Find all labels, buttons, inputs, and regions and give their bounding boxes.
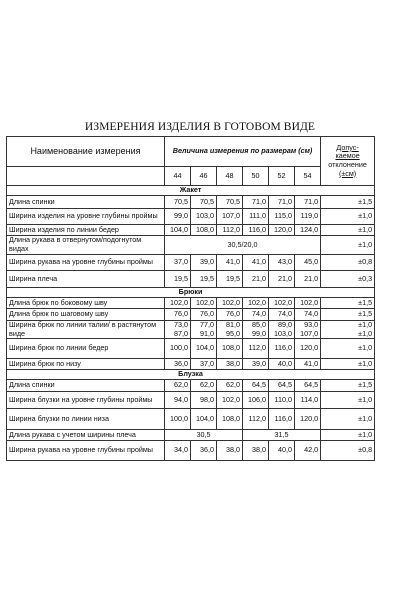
size-value: 45,0: [295, 255, 321, 271]
size-value: 103,0: [191, 209, 217, 225]
table-row: [7, 339, 375, 359]
size-value: 104,0: [191, 339, 217, 359]
table-row: [7, 255, 375, 271]
measurement-name: Ширина брюк по низу: [7, 359, 165, 370]
measurement-name: Ширина рукава на уровне глубины проймы: [7, 441, 165, 461]
size-value: 41,0: [243, 255, 269, 271]
size-value: 102,0: [269, 298, 295, 309]
table-row: [7, 392, 375, 409]
table-row: [7, 380, 375, 392]
size-value: 106,0: [243, 392, 269, 409]
size-value: 21,0: [295, 271, 321, 288]
measurement-name: Ширина плеча: [7, 271, 165, 288]
size-value: 94,0: [165, 392, 191, 409]
section-title: Блузка: [7, 370, 375, 380]
size-value: 89,0 103,0: [269, 321, 295, 339]
tolerance-value: ±0,8: [321, 255, 375, 271]
size-value: 19,5: [165, 271, 191, 288]
size-value: 21,0: [269, 271, 295, 288]
header-name-label: Наименование измерения: [7, 137, 165, 167]
size-value: 116,0: [269, 339, 295, 359]
measurement-name: Длина брюк по шаговому шву: [7, 309, 165, 321]
measurement-name: Длина брюк по боковому шву: [7, 298, 165, 309]
measurement-name: Длина рукава в отвернутом/подогнутом видах: [7, 236, 165, 255]
size-value: 112,0: [243, 339, 269, 359]
tolerance-value: ±1,0: [321, 359, 375, 370]
size-value: 124,0: [295, 225, 321, 236]
size-value: 102,0: [295, 298, 321, 309]
tolerance-value: ±1,0: [321, 209, 375, 225]
measurement-name: Ширина блузки на уровне глубины проймы: [7, 392, 165, 409]
header-sizes-label: Величина измерения по размерам (см): [165, 137, 321, 167]
size-value: 120,0: [295, 339, 321, 359]
measurement-table: [6, 136, 375, 461]
table-row: [7, 430, 375, 441]
size-header: 50: [243, 167, 269, 186]
section-title: Жакет: [7, 186, 375, 196]
size-value: 108,0: [217, 339, 243, 359]
size-value: 71,0: [243, 196, 269, 209]
measurement-name: Ширина изделия по линии бедер: [7, 225, 165, 236]
measurement-name: Длина рукава с учетом ширины плеча: [7, 430, 165, 441]
size-header: 48: [217, 167, 243, 186]
size-value: 100,0: [165, 339, 191, 359]
size-value: 74,0: [243, 309, 269, 321]
size-value: 71,0: [269, 196, 295, 209]
table-row: [7, 209, 375, 225]
size-value: 110,0: [269, 392, 295, 409]
size-value: 40,0: [269, 359, 295, 370]
size-value: 19,5: [217, 271, 243, 288]
size-value: 41,0: [295, 359, 321, 370]
table-row: [7, 321, 375, 339]
tolerance-value: ±1,0: [321, 392, 375, 409]
size-value: 76,0: [165, 309, 191, 321]
size-value: 104,0: [165, 225, 191, 236]
table-row: [7, 271, 375, 288]
tolerance-value: ±1,0: [321, 409, 375, 430]
tolerance-value: ±1,5: [321, 309, 375, 321]
size-value: 42,0: [295, 441, 321, 461]
header-row: [7, 137, 375, 167]
size-value: 112,0: [243, 409, 269, 430]
measurement-name: Ширина изделия на уровне глубины проймы: [7, 209, 165, 225]
measurement-name: Длина спинки: [7, 380, 165, 392]
size-value: 38,0: [243, 441, 269, 461]
tolerance-value: ±1,5: [321, 196, 375, 209]
size-value: 112,0: [217, 225, 243, 236]
size-value: 43,0: [269, 255, 295, 271]
table-row: [7, 225, 375, 236]
size-value: 39,0: [243, 359, 269, 370]
size-value: 34,0: [165, 441, 191, 461]
size-header: 46: [191, 167, 217, 186]
header-tolerance-label: [321, 137, 375, 186]
size-value: 111,0: [243, 209, 269, 225]
table-row: [7, 236, 375, 255]
size-header: 54: [295, 167, 321, 186]
sizes-row-blank: [7, 167, 165, 186]
size-value: 40,0: [269, 441, 295, 461]
size-value: 99,0: [165, 209, 191, 225]
size-header: 52: [269, 167, 295, 186]
size-value: 120,0: [269, 225, 295, 236]
size-value: 93,0 107,0: [295, 321, 321, 339]
tolerance-value: ±0,8: [321, 441, 375, 461]
size-value: 85,0 99,0: [243, 321, 269, 339]
size-value: 62,0: [217, 380, 243, 392]
section-title: Брюки: [7, 288, 375, 298]
size-value: 70,5: [165, 196, 191, 209]
size-value: 114,0: [295, 392, 321, 409]
page-title: ИЗМЕРЕНИЯ ИЗДЕЛИЯ В ГОТОВОМ ВИДЕ: [84, 121, 316, 133]
size-header: 44: [165, 167, 191, 186]
size-value: 64,5: [243, 380, 269, 392]
size-value: 38,0: [217, 441, 243, 461]
size-value: 98,0: [191, 392, 217, 409]
merged-value: 30,5: [165, 430, 243, 441]
tolerance-line-3: отклонение: [328, 160, 367, 169]
size-value: 102,0: [165, 298, 191, 309]
tolerance-value: ±0,3: [321, 271, 375, 288]
size-value: 116,0: [243, 225, 269, 236]
size-value: 70,5: [217, 196, 243, 209]
table-row: [7, 409, 375, 430]
size-value: 62,0: [191, 380, 217, 392]
size-value: 74,0: [269, 309, 295, 321]
tolerance-value: ±1,5: [321, 380, 375, 392]
size-value: 115,0: [269, 209, 295, 225]
size-value: 70,5: [191, 196, 217, 209]
size-value: 38,0: [217, 359, 243, 370]
size-value: 41,0: [217, 255, 243, 271]
size-value: 102,0: [217, 298, 243, 309]
section-header-row: [7, 186, 375, 196]
size-value: 120,0: [295, 409, 321, 430]
section-header-row: [7, 370, 375, 380]
measurement-name: Длина спинки: [7, 196, 165, 209]
tolerance-value: ±1,0: [321, 339, 375, 359]
size-value: 76,0: [217, 309, 243, 321]
size-value: 77,0 91,0: [191, 321, 217, 339]
size-value: 64,5: [269, 380, 295, 392]
measurement-name: Ширина блузки по линии низа: [7, 409, 165, 430]
size-value: 116,0: [269, 409, 295, 430]
tolerance-value: ±1,5: [321, 298, 375, 309]
size-value: 76,0: [191, 309, 217, 321]
size-value: 100,0: [165, 409, 191, 430]
size-value: 19,5: [191, 271, 217, 288]
size-value: 119,0: [295, 209, 321, 225]
size-value: 73,0 87,0: [165, 321, 191, 339]
table-row: [7, 441, 375, 461]
size-value: 39,0: [191, 255, 217, 271]
size-value: 102,0: [191, 298, 217, 309]
measurement-name: Ширина брюк по линии бедер: [7, 339, 165, 359]
size-value: 74,0: [295, 309, 321, 321]
tolerance-value: ±1,0: [321, 430, 375, 441]
tolerance-value: ±1,0: [321, 225, 375, 236]
size-value: 102,0: [217, 392, 243, 409]
tolerance-line-2: каемое: [335, 151, 360, 161]
size-value: 104,0: [191, 409, 217, 430]
section-header-row: [7, 288, 375, 298]
size-value: 81,0 95,0: [217, 321, 243, 339]
merged-value: 31,5: [243, 430, 321, 441]
size-value: 71,0: [295, 196, 321, 209]
tolerance-line-4: (±см): [338, 168, 357, 178]
tolerance-value: ±1,0: [321, 236, 375, 255]
tolerance-value: ±1,0 ±1,0: [321, 321, 375, 339]
table-row: [7, 309, 375, 321]
sizes-row: [7, 167, 375, 186]
measurement-name: Ширина рукава на уровне глубины проймы: [7, 255, 165, 271]
table-row: [7, 298, 375, 309]
size-value: 108,0: [217, 409, 243, 430]
size-value: 107,0: [217, 209, 243, 225]
measurement-name: Ширина брюк по линии талии/ в растянутом виде: [7, 321, 165, 339]
size-value: 36,0: [165, 359, 191, 370]
table-row: [7, 359, 375, 370]
size-value: 64,5: [295, 380, 321, 392]
merged-value: 30,5/20,0: [165, 236, 321, 255]
size-value: 37,0: [191, 359, 217, 370]
size-value: 102,0: [243, 298, 269, 309]
size-value: 21,0: [243, 271, 269, 288]
table-row: [7, 196, 375, 209]
size-value: 36,0: [191, 441, 217, 461]
size-value: 108,0: [191, 225, 217, 236]
size-value: 62,0: [165, 380, 191, 392]
size-value: 37,0: [165, 255, 191, 271]
tolerance-line-1: Допус-: [336, 142, 359, 152]
